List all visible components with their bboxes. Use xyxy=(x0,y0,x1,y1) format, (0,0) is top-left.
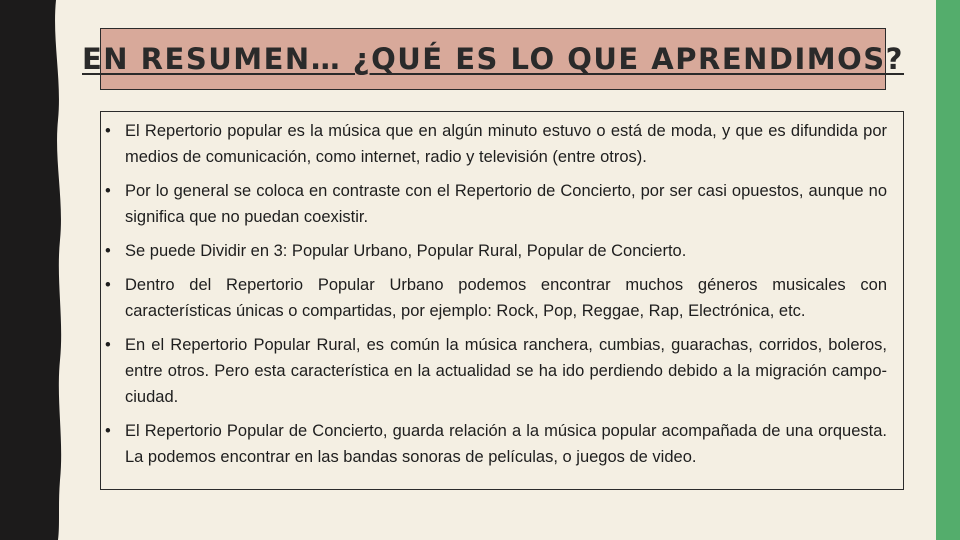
bullet-item xyxy=(105,418,887,470)
left-decorative-band xyxy=(0,0,72,540)
bullet-dot-icon: • xyxy=(105,242,111,260)
bullet-text: El Repertorio Popular de Concierto, guarda relación a la música popular acompañada de una orquesta. La podemos encontrar en las bandas sonoras de películas, o juegos de video. xyxy=(125,422,887,466)
bullet-text: Dentro del Repertorio Popular Urbano podemos encontrar muchos géneros musicales con características únicas o compartidas, por ejemplo: Rock, Pop, Reggae, Rap, Electrónica, etc. xyxy=(125,276,887,320)
bullet-dot-icon: • xyxy=(105,336,111,354)
bullet-list xyxy=(105,118,887,478)
slide-title: EN RESUMEN… ¿QUÉ ES LO QUE APRENDIMOS? xyxy=(82,42,905,76)
bullet-dot-icon: • xyxy=(105,422,111,440)
bullet-text: El Repertorio popular es la música que en algún minuto estuvo o está de moda, y que es difundida por medios de comunicación, como internet, radio y televisión (entre otros). xyxy=(125,122,887,166)
bullet-dot-icon: • xyxy=(105,276,111,294)
bullet-dot-icon: • xyxy=(105,182,111,200)
bullet-text: Se puede Dividir en 3: Popular Urbano, Popular Rural, Popular de Concierto. xyxy=(125,242,687,260)
bullet-text: En el Repertorio Popular Rural, es común la música ranchera, cumbias, guarachas, corridos, boleros, entre otros. Pero esta característica en la actualidad se ha ido perdiendo debido a la migración campo-ciudad. xyxy=(125,336,887,406)
bullet-item xyxy=(105,118,887,170)
title-box xyxy=(82,28,905,90)
bullet-item xyxy=(105,272,887,324)
bullet-item xyxy=(105,332,887,410)
wavy-edge-graphic xyxy=(0,0,72,540)
bullet-text: Por lo general se coloca en contraste con el Repertorio de Concierto, por ser casi opuestos, aunque no significa que no puedan coexistir. xyxy=(125,182,887,226)
bullet-dot-icon: • xyxy=(105,122,111,140)
right-accent-band xyxy=(936,0,960,540)
bullet-item xyxy=(105,178,887,230)
bullet-item xyxy=(105,238,887,264)
